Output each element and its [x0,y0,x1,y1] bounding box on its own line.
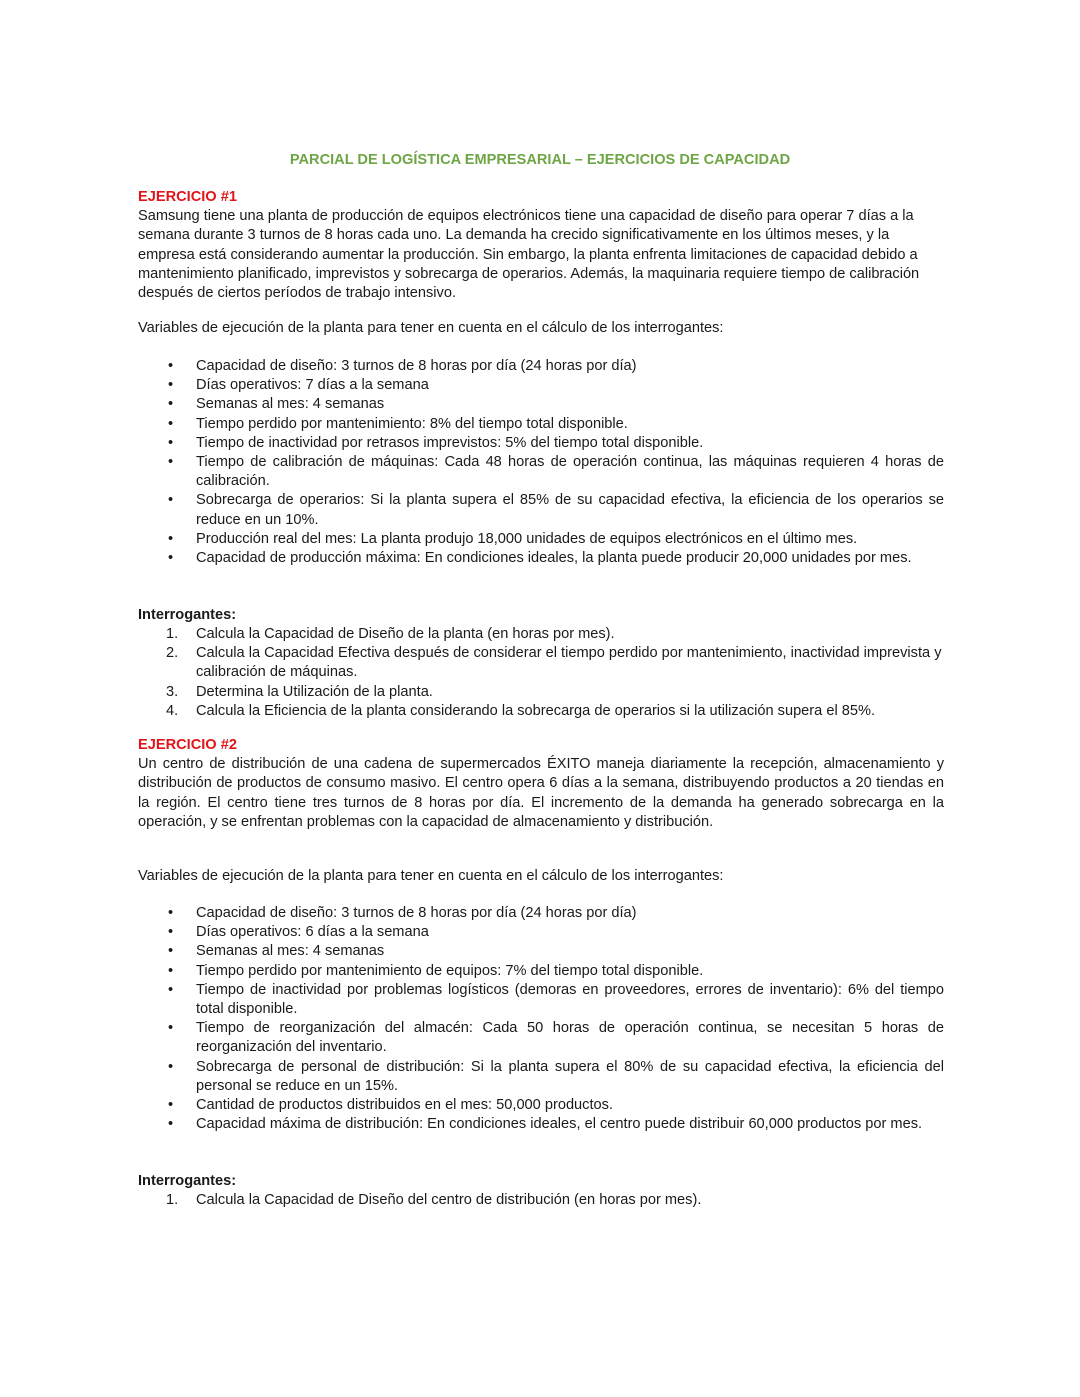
question-text: Determina la Utilización de la planta. [196,683,433,700]
variable-item: • Capacidad de producción máxima: En condiciones ideales, la planta puede producir 20,000 unidades por mes. [138,549,944,568]
exercise-2-heading: EJERCICIO #2 [138,737,237,753]
variable-item: • Días operativos: 6 días a la semana [138,923,944,942]
variable-item: • Capacidad de diseño: 3 turnos de 8 horas por día (24 horas por día) [138,904,944,923]
exercise-2-questions-heading: Interrogantes: [138,1173,237,1189]
question-item [138,625,944,644]
question-text: Calcula la Eficiencia de la planta considerando la sobrecarga de operarios si la utilización supera el 85%. [196,702,876,719]
question-text: Calcula la Capacidad Efectiva después de considerar el tiempo perdido por mantenimiento, inactividad imprevista y calibración de máquinas. [196,645,942,681]
exercise-2-paragraph: Un centro de distribución de una cadena de supermercados ÉXITO maneja diariamente la recepción, almacenamiento y distribución de productos de consumo masivo. El centro opera 6 días a la semana, distribuyendo productos a 20 tiendas en la región. El centro tiene tres turnos de 8 horas por día. El incremento de la demanda ha generado sobrecarga en la operación, y se enfrentan problemas con la capacidad de almacenamiento y distribución. [138,756,944,830]
variable-item: • Cantidad de productos distribuidos en el mes: 50,000 productos. [138,1096,944,1115]
question-item [138,644,944,682]
variable-item: • Tiempo de reorganización del almacén: Cada 50 horas de operación continua, se necesitan 5 horas de reorganización del inventario. [138,1019,944,1057]
question-item [138,702,944,721]
exercise-1-paragraph: Samsung tiene una planta de producción de equipos electrónicos tiene una capacidad de diseño para operar 7 días a la semana durante 3 turnos de 8 horas cada uno. La demanda ha crecido significativamente en los últimos meses, y la empresa está considerando aumentar la producción. Sin embargo, la planta enfrenta limitaciones de capacidad debido a mantenimiento planificado, imprevistos y sobrecarga de operarios. Además, la maquinaria requiere tiempo de calibración después de ciertos períodos de trabajo intensivo. [138,208,920,302]
exercise-1-variables-intro: Variables de ejecución de la planta para tener en cuenta en el cálculo de los interrogantes: [138,320,724,336]
exercise-2 [138,736,944,832]
exercise-1-heading: EJERCICIO #1 [138,189,237,205]
variable-item: • Tiempo perdido por mantenimiento: 8% del tiempo total disponible. [138,415,944,434]
exercise-2-variables-intro: Variables de ejecución de la planta para tener en cuenta en el cálculo de los interrogantes: [138,868,724,884]
question-number: 3. [166,683,179,700]
exercise-1-questions-heading: Interrogantes: [138,607,237,623]
variable-item: • Tiempo perdido por mantenimiento de equipos: 7% del tiempo total disponible. [138,962,944,981]
variable-item: • Sobrecarga de operarios: Si la planta supera el 85% de su capacidad efectiva, la eficiencia de los operarios se reduce en un 10%. [138,491,944,529]
question-item [138,683,944,702]
question-number: 4. [166,702,179,719]
variable-item: • Tiempo de calibración de máquinas: Cada 48 horas de operación continua, las máquinas requieren 4 horas de calibración. [138,453,944,491]
document-title: PARCIAL DE LOGÍSTICA EMPRESARIAL – EJERCICIOS DE CAPACIDAD [289,152,791,168]
variable-item: • Semanas al mes: 4 semanas [138,942,944,961]
exercise-2-questions [138,1191,944,1210]
variable-item: • Sobrecarga de personal de distribución: Si la planta supera el 80% de su capacidad efectiva, la eficiencia del personal se reduce en un 15%. [138,1058,944,1096]
variable-item: • Producción real del mes: La planta produjo 18,000 unidades de equipos electrónicos en el último mes. [138,530,944,549]
question-text: Calcula la Capacidad de Diseño de la planta (en horas por mes). [196,626,615,642]
question-number: 1. [166,626,179,642]
variable-item: • Semanas al mes: 4 semanas [138,395,944,414]
exercise-2-variables [138,904,944,1134]
variable-item: • Días operativos: 7 días a la semana [138,376,944,395]
question-text: Calcula la Capacidad de Diseño del centro de distribución (en horas por mes). [196,1192,702,1208]
question-number: 2. [166,645,179,662]
variable-item: • Tiempo de inactividad por retrasos imprevistos: 5% del tiempo total disponible. [138,434,944,453]
variable-item: • Tiempo de inactividad por problemas logísticos (demoras en proveedores, errores de inventario): 6% del tiempo total disponible. [138,981,944,1019]
exercise-1-questions [138,625,944,721]
question-number: 1. [166,1192,179,1208]
exercise-1 [138,188,944,303]
question-item [138,1191,944,1210]
variable-item: • Capacidad de diseño: 3 turnos de 8 horas por día (24 horas por día) [138,357,944,376]
exercise-1-variables [138,357,944,568]
variable-item: • Capacidad máxima de distribución: En condiciones ideales, el centro puede distribuir 60,000 productos por mes. [138,1115,944,1134]
